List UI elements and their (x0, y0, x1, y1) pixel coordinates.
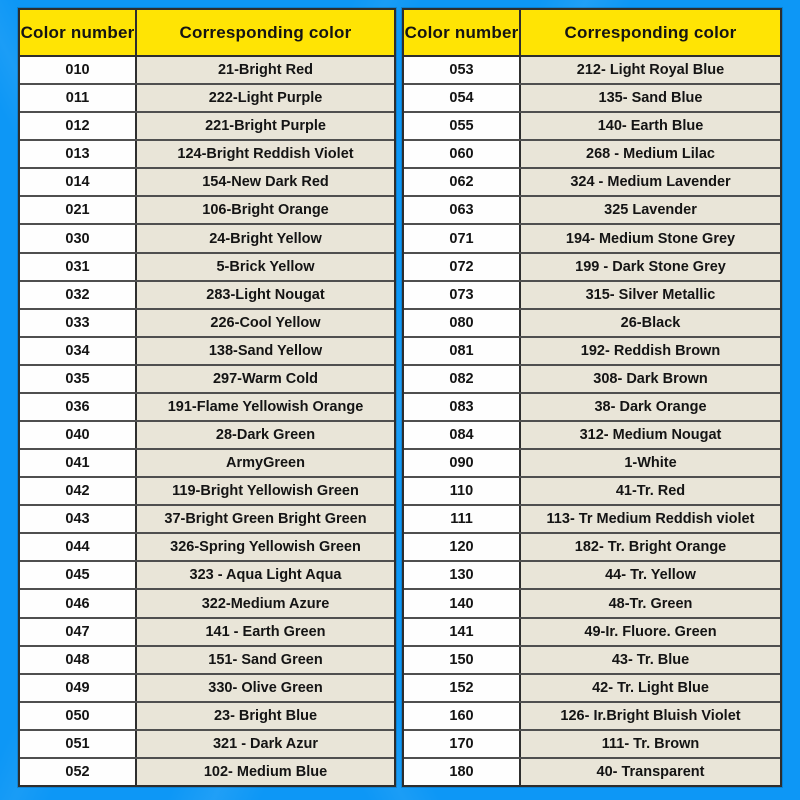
corresponding-color-cell: 40- Transparent (521, 759, 780, 785)
color-number-cell: 044 (20, 534, 137, 560)
table-row (20, 308, 394, 336)
table-row (20, 532, 394, 560)
color-number-cell: 048 (20, 647, 137, 673)
table-row (20, 617, 394, 645)
color-number-cell: 083 (404, 394, 521, 420)
corresponding-color-cell: 321 - Dark Azur (137, 731, 394, 757)
table-row (404, 195, 780, 223)
corresponding-color-cell: 141 - Earth Green (137, 619, 394, 645)
table-row (404, 336, 780, 364)
table-row (20, 195, 394, 223)
corresponding-color-cell: 221-Bright Purple (137, 113, 394, 139)
corresponding-color-cell: 23- Bright Blue (137, 703, 394, 729)
column-header-color-number: Color number (20, 10, 137, 55)
table-row (404, 532, 780, 560)
color-number-cell: 060 (404, 141, 521, 167)
color-number-cell: 041 (20, 450, 137, 476)
color-number-cell: 081 (404, 338, 521, 364)
color-number-cell: 110 (404, 478, 521, 504)
table-row (404, 729, 780, 757)
color-number-cell: 032 (20, 282, 137, 308)
color-number-cell: 011 (20, 85, 137, 111)
corresponding-color-cell: 199 - Dark Stone Grey (521, 254, 780, 280)
table-row (404, 617, 780, 645)
table-row (404, 504, 780, 532)
color-number-cell: 150 (404, 647, 521, 673)
table-row (20, 392, 394, 420)
color-number-cell: 180 (404, 759, 521, 785)
corresponding-color-cell: 325 Lavender (521, 197, 780, 223)
table-row (20, 560, 394, 588)
color-number-cell: 021 (20, 197, 137, 223)
corresponding-color-cell: 113- Tr Medium Reddish violet (521, 506, 780, 532)
corresponding-color-cell: 28-Dark Green (137, 422, 394, 448)
column-header-corresponding-color: Corresponding color (564, 22, 737, 42)
table-row (20, 167, 394, 195)
color-table-right (402, 8, 782, 787)
corresponding-color-cell: 111- Tr. Brown (521, 731, 780, 757)
color-number-cell: 055 (404, 113, 521, 139)
corresponding-color-cell: 283-Light Nougat (137, 282, 394, 308)
table-body (404, 57, 780, 785)
color-number-cell: 035 (20, 366, 137, 392)
corresponding-color-cell: 324 - Medium Lavender (521, 169, 780, 195)
corresponding-color-cell: 135- Sand Blue (521, 85, 780, 111)
table-row (404, 757, 780, 785)
color-table-left (18, 8, 396, 787)
color-number-cell: 050 (20, 703, 137, 729)
color-number-cell: 043 (20, 506, 137, 532)
color-number-cell: 034 (20, 338, 137, 364)
color-number-cell: 053 (404, 57, 521, 83)
table-row (20, 645, 394, 673)
corresponding-color-cell: 268 - Medium Lilac (521, 141, 780, 167)
color-number-cell: 080 (404, 310, 521, 336)
table-row (20, 223, 394, 251)
table-row (20, 336, 394, 364)
color-number-cell: 170 (404, 731, 521, 757)
color-number-cell: 013 (20, 141, 137, 167)
table-header (20, 10, 394, 57)
color-number-cell: 062 (404, 169, 521, 195)
table-row (20, 476, 394, 504)
table-row (404, 476, 780, 504)
color-number-cell: 160 (404, 703, 521, 729)
table-row (404, 308, 780, 336)
table-row (404, 588, 780, 616)
color-number-cell: 082 (404, 366, 521, 392)
table-row (404, 645, 780, 673)
color-number-cell: 014 (20, 169, 137, 195)
corresponding-color-cell: 312- Medium Nougat (521, 422, 780, 448)
corresponding-color-cell: 5-Brick Yellow (137, 254, 394, 280)
table-row (20, 729, 394, 757)
corresponding-color-cell: 151- Sand Green (137, 647, 394, 673)
table-row (20, 57, 394, 83)
table-row (404, 167, 780, 195)
table-row (404, 280, 780, 308)
corresponding-color-cell: 21-Bright Red (137, 57, 394, 83)
table-row (404, 252, 780, 280)
table-row (404, 139, 780, 167)
corresponding-color-cell: 323 - Aqua Light Aqua (137, 562, 394, 588)
corresponding-color-cell: 124-Bright Reddish Violet (137, 141, 394, 167)
color-number-cell: 033 (20, 310, 137, 336)
corresponding-color-cell: 192- Reddish Brown (521, 338, 780, 364)
color-number-cell: 071 (404, 225, 521, 251)
corresponding-color-cell: 38- Dark Orange (521, 394, 780, 420)
table-row (20, 420, 394, 448)
color-number-cell: 010 (20, 57, 137, 83)
corresponding-color-cell: 315- Silver Metallic (521, 282, 780, 308)
table-row (20, 252, 394, 280)
table-row (404, 392, 780, 420)
table-row (20, 111, 394, 139)
corresponding-color-cell: 226-Cool Yellow (137, 310, 394, 336)
color-number-cell: 152 (404, 675, 521, 701)
table-row (404, 111, 780, 139)
table-row (20, 701, 394, 729)
table-row (20, 364, 394, 392)
color-number-cell: 141 (404, 619, 521, 645)
corresponding-color-cell: ArmyGreen (137, 450, 394, 476)
color-number-cell: 130 (404, 562, 521, 588)
color-number-cell: 031 (20, 254, 137, 280)
color-number-cell: 047 (20, 619, 137, 645)
table-row (20, 757, 394, 785)
corresponding-color-cell: 322-Medium Azure (137, 590, 394, 616)
corresponding-color-cell: 212- Light Royal Blue (521, 57, 780, 83)
color-number-cell: 140 (404, 590, 521, 616)
table-row (404, 673, 780, 701)
column-header-corresponding-color: Corresponding color (179, 22, 352, 42)
color-number-cell: 120 (404, 534, 521, 560)
table-row (404, 57, 780, 83)
color-number-cell: 054 (404, 85, 521, 111)
color-number-cell: 051 (20, 731, 137, 757)
color-number-cell: 049 (20, 675, 137, 701)
corresponding-color-cell: 1-White (521, 450, 780, 476)
table-row (404, 83, 780, 111)
corresponding-color-cell: 43- Tr. Blue (521, 647, 780, 673)
corresponding-color-cell: 182- Tr. Bright Orange (521, 534, 780, 560)
table-row (404, 448, 780, 476)
color-number-cell: 072 (404, 254, 521, 280)
table-row (20, 448, 394, 476)
table-row (404, 701, 780, 729)
corresponding-color-cell: 102- Medium Blue (137, 759, 394, 785)
corresponding-color-cell: 330- Olive Green (137, 675, 394, 701)
corresponding-color-cell: 49-Ir. Fluore. Green (521, 619, 780, 645)
corresponding-color-cell: 194- Medium Stone Grey (521, 225, 780, 251)
color-number-cell: 040 (20, 422, 137, 448)
table-body (20, 57, 394, 785)
corresponding-color-cell: 119-Bright Yellowish Green (137, 478, 394, 504)
table-row (404, 420, 780, 448)
corresponding-color-cell: 297-Warm Cold (137, 366, 394, 392)
corresponding-color-cell: 326-Spring Yellowish Green (137, 534, 394, 560)
color-number-cell: 084 (404, 422, 521, 448)
table-row (404, 364, 780, 392)
table-row (20, 83, 394, 111)
color-number-cell: 063 (404, 197, 521, 223)
corresponding-color-cell: 41-Tr. Red (521, 478, 780, 504)
corresponding-color-cell: 154-New Dark Red (137, 169, 394, 195)
color-number-cell: 046 (20, 590, 137, 616)
corresponding-color-cell: 126- Ir.Bright Bluish Violet (521, 703, 780, 729)
table-row (20, 280, 394, 308)
table-header (404, 10, 780, 57)
corresponding-color-cell: 106-Bright Orange (137, 197, 394, 223)
color-number-cell: 030 (20, 225, 137, 251)
table-row (20, 588, 394, 616)
corresponding-color-cell: 37-Bright Green Bright Green (137, 506, 394, 532)
table-row (20, 139, 394, 167)
corresponding-color-cell: 140- Earth Blue (521, 113, 780, 139)
color-number-cell: 090 (404, 450, 521, 476)
corresponding-color-cell: 24-Bright Yellow (137, 225, 394, 251)
color-number-cell: 073 (404, 282, 521, 308)
color-number-cell: 052 (20, 759, 137, 785)
table-row (404, 223, 780, 251)
table-row (404, 560, 780, 588)
color-number-cell: 036 (20, 394, 137, 420)
corresponding-color-cell: 222-Light Purple (137, 85, 394, 111)
corresponding-color-cell: 42- Tr. Light Blue (521, 675, 780, 701)
table-row (20, 504, 394, 532)
corresponding-color-cell: 44- Tr. Yellow (521, 562, 780, 588)
color-number-cell: 045 (20, 562, 137, 588)
corresponding-color-cell: 48-Tr. Green (521, 590, 780, 616)
corresponding-color-cell: 308- Dark Brown (521, 366, 780, 392)
table-row (20, 673, 394, 701)
color-number-cell: 111 (404, 506, 521, 532)
color-number-cell: 012 (20, 113, 137, 139)
corresponding-color-cell: 26-Black (521, 310, 780, 336)
color-number-cell: 042 (20, 478, 137, 504)
column-header-color-number: Color number (404, 10, 521, 55)
corresponding-color-cell: 191-Flame Yellowish Orange (137, 394, 394, 420)
corresponding-color-cell: 138-Sand Yellow (137, 338, 394, 364)
